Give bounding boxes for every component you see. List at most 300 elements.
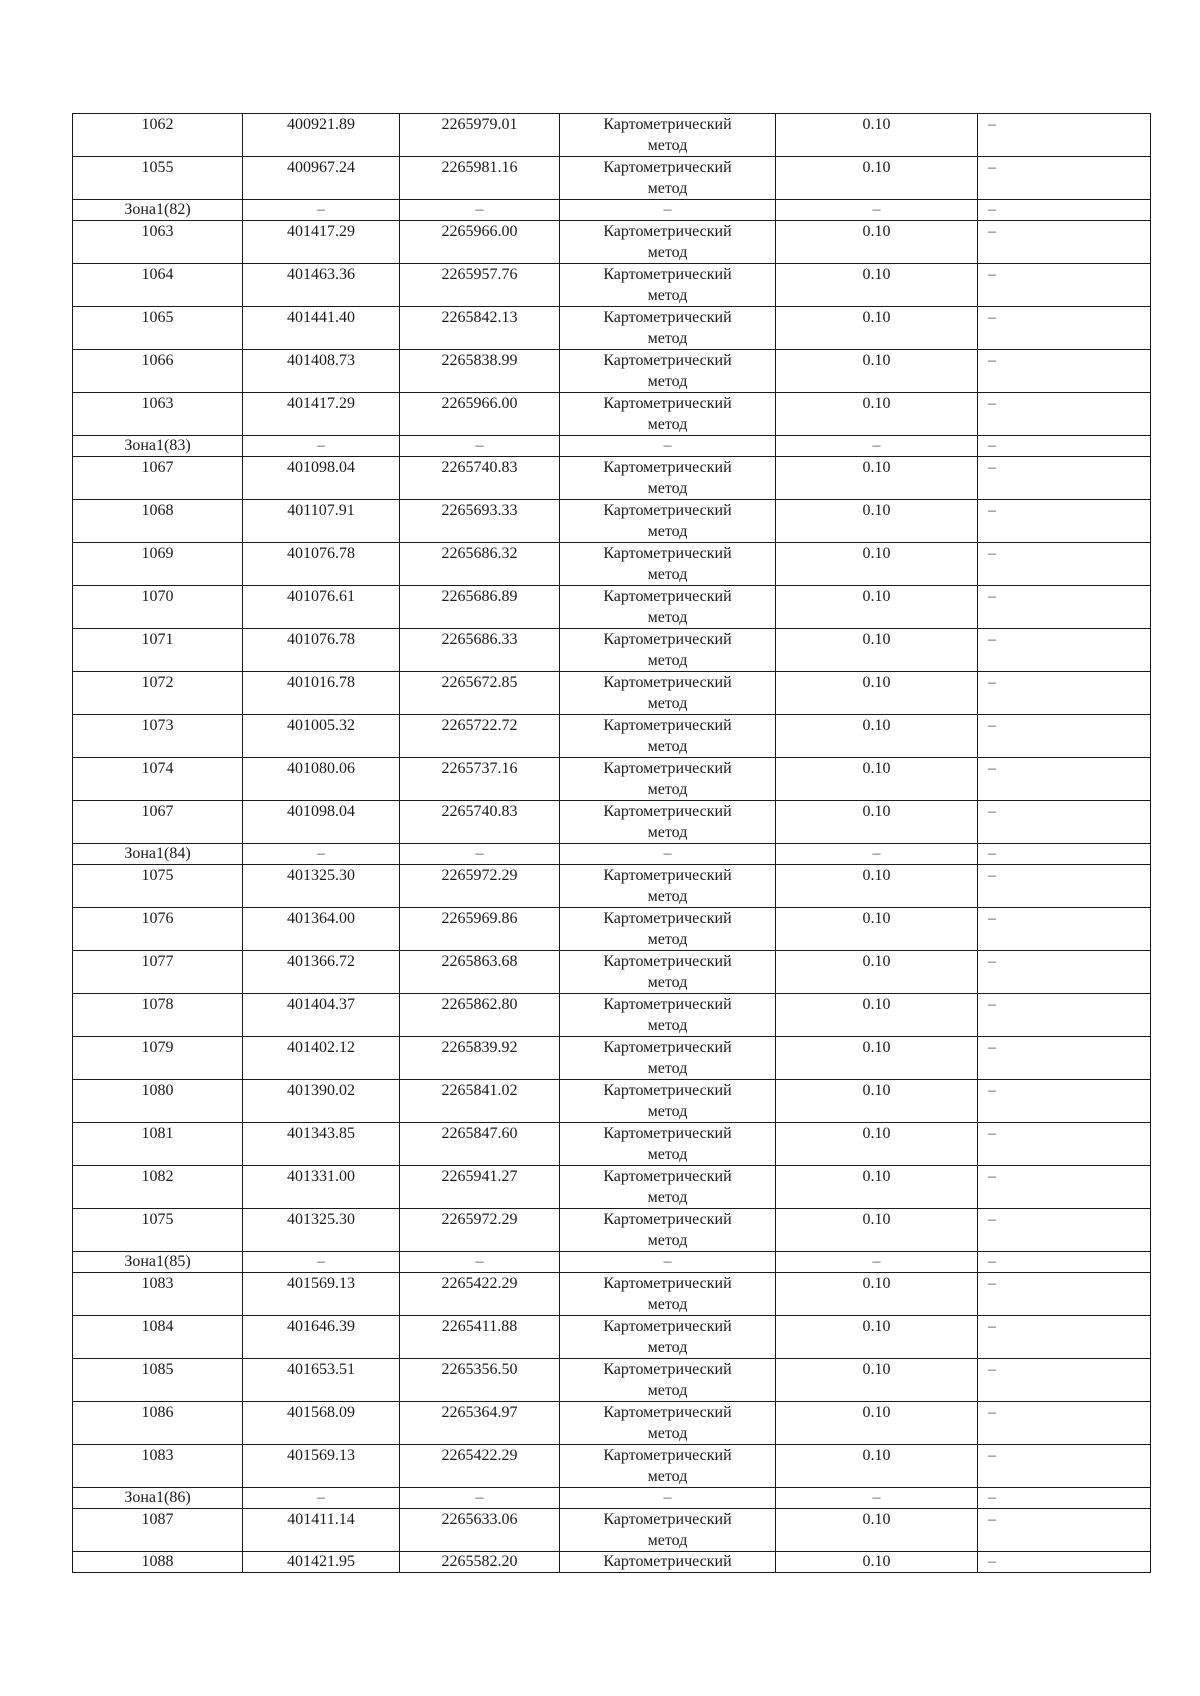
x-coordinate-cell: 401076.78: [243, 543, 400, 586]
method-text-line: Картометрический: [603, 395, 732, 412]
accuracy-cell: 0.10: [776, 629, 978, 672]
x-coordinate-cell: 401569.13: [243, 1445, 400, 1488]
method-text-line: Картометрический: [603, 1511, 732, 1528]
method-text-line: метод: [647, 1103, 688, 1120]
point-number-cell: 1084: [73, 1316, 243, 1359]
method-cell: [560, 500, 776, 543]
method-cell: [560, 865, 776, 908]
accuracy-cell: 0.10: [776, 1166, 978, 1209]
y-coordinate-cell: 2265863.68: [400, 951, 560, 994]
y-coordinate-cell: 2265693.33: [400, 500, 560, 543]
point-number-cell: 1075: [73, 865, 243, 908]
method-cell: [560, 543, 776, 586]
method-cell: [560, 586, 776, 629]
point-number-cell: Зона1(86): [73, 1488, 243, 1509]
method-cell: [560, 457, 776, 500]
method-cell: [560, 1402, 776, 1445]
y-coordinate-cell: 2265364.97: [400, 1402, 560, 1445]
method-cell: [560, 758, 776, 801]
method-cell: [560, 1209, 776, 1252]
accuracy-cell: 0.10: [776, 1209, 978, 1252]
x-coordinate-cell: 401408.73: [243, 350, 400, 393]
table-row: [73, 908, 1151, 951]
method-cell: [560, 908, 776, 951]
method-text-line: Картометрический: [603, 1125, 732, 1142]
point-number-cell: 1078: [73, 994, 243, 1037]
method-cell: [560, 1080, 776, 1123]
method-text-line: Картометрический: [603, 1275, 732, 1292]
y-coordinate-cell: 2265972.29: [400, 1209, 560, 1252]
y-coordinate-cell: 2265847.60: [400, 1123, 560, 1166]
method-cell: [560, 221, 776, 264]
point-number-cell: 1075: [73, 1209, 243, 1252]
method-text-line: метод: [647, 480, 688, 497]
y-coordinate-cell: 2265633.06: [400, 1509, 560, 1552]
y-coordinate-cell: 2265862.80: [400, 994, 560, 1037]
accuracy-cell: 0.10: [776, 1509, 978, 1552]
point-number-cell: Зона1(83): [73, 436, 243, 457]
method-cell: [560, 1166, 776, 1209]
point-number-cell: 1067: [73, 801, 243, 844]
description-cell: –: [978, 307, 1151, 350]
x-coordinate-cell: 401441.40: [243, 307, 400, 350]
table-row: [73, 1209, 1151, 1252]
point-number-cell: 1072: [73, 672, 243, 715]
zone-header-row: [73, 1252, 1151, 1273]
point-number-cell: 1081: [73, 1123, 243, 1166]
point-number-cell: 1055: [73, 157, 243, 200]
point-number-cell: 1083: [73, 1445, 243, 1488]
table-row: [73, 586, 1151, 629]
description-cell: –: [978, 457, 1151, 500]
y-coordinate-cell: 2265842.13: [400, 307, 560, 350]
y-coordinate-cell: –: [400, 844, 560, 865]
method-cell: [560, 114, 776, 157]
method-cell: [560, 1445, 776, 1488]
x-coordinate-cell: –: [243, 436, 400, 457]
description-cell: –: [978, 1252, 1151, 1273]
table-row: [73, 157, 1151, 200]
point-number-cell: 1062: [73, 114, 243, 157]
y-coordinate-cell: 2265957.76: [400, 264, 560, 307]
description-cell: –: [978, 157, 1151, 200]
description-cell: –: [978, 264, 1151, 307]
accuracy-cell: 0.10: [776, 500, 978, 543]
method-cell: –: [560, 436, 776, 457]
y-coordinate-cell: 2265737.16: [400, 758, 560, 801]
point-number-cell: 1074: [73, 758, 243, 801]
y-coordinate-cell: 2265422.29: [400, 1273, 560, 1316]
y-coordinate-cell: –: [400, 200, 560, 221]
method-text-line: Картометрический: [603, 1318, 732, 1335]
accuracy-cell: 0.10: [776, 1445, 978, 1488]
x-coordinate-cell: 401402.12: [243, 1037, 400, 1080]
table-row: [73, 951, 1151, 994]
y-coordinate-cell: –: [400, 1252, 560, 1273]
point-number-cell: 1086: [73, 1402, 243, 1445]
method-text-line: Картометрический: [603, 760, 732, 777]
method-text-line: метод: [647, 180, 688, 197]
point-number-cell: 1076: [73, 908, 243, 951]
method-cell: [560, 1316, 776, 1359]
x-coordinate-cell: 401343.85: [243, 1123, 400, 1166]
table-body: [73, 114, 1151, 1573]
accuracy-cell: 0.10: [776, 350, 978, 393]
method-cell: –: [560, 844, 776, 865]
table-row: [73, 1509, 1151, 1552]
description-cell: –: [978, 221, 1151, 264]
method-cell: [560, 1123, 776, 1166]
method-text-line: Картометрический: [603, 1082, 732, 1099]
description-cell: –: [978, 436, 1151, 457]
table-row: [73, 1273, 1151, 1316]
accuracy-cell: –: [776, 844, 978, 865]
point-number-cell: Зона1(84): [73, 844, 243, 865]
table-row: [73, 672, 1151, 715]
y-coordinate-cell: 2265981.16: [400, 157, 560, 200]
table-row: [73, 758, 1151, 801]
accuracy-cell: 0.10: [776, 1037, 978, 1080]
y-coordinate-cell: 2265838.99: [400, 350, 560, 393]
y-coordinate-cell: 2265672.85: [400, 672, 560, 715]
method-text-line: Картометрический: [603, 1168, 732, 1185]
description-cell: –: [978, 629, 1151, 672]
accuracy-cell: 0.10: [776, 1316, 978, 1359]
method-text-line: метод: [647, 888, 688, 905]
x-coordinate-cell: –: [243, 1252, 400, 1273]
description-cell: –: [978, 543, 1151, 586]
accuracy-cell: 0.10: [776, 1123, 978, 1166]
x-coordinate-cell: 401325.30: [243, 1209, 400, 1252]
method-text-line: метод: [647, 373, 688, 390]
y-coordinate-cell: 2265979.01: [400, 114, 560, 157]
method-text-line: метод: [647, 244, 688, 261]
description-cell: –: [978, 1316, 1151, 1359]
method-text-line: метод: [647, 609, 688, 626]
method-text-line: метод: [647, 1060, 688, 1077]
description-cell: –: [978, 844, 1151, 865]
table-row: [73, 350, 1151, 393]
method-cell: –: [560, 1252, 776, 1273]
method-text-line: Картометрический: [603, 910, 732, 927]
method-text-line: Картометрический: [603, 631, 732, 648]
point-number-cell: 1071: [73, 629, 243, 672]
point-number-cell: 1082: [73, 1166, 243, 1209]
x-coordinate-cell: 401076.78: [243, 629, 400, 672]
point-number-cell: 1068: [73, 500, 243, 543]
description-cell: –: [978, 1123, 1151, 1166]
point-number-cell: 1063: [73, 221, 243, 264]
method-text-line: метод: [647, 1296, 688, 1313]
table-row: [73, 264, 1151, 307]
y-coordinate-cell: 2265686.33: [400, 629, 560, 672]
table-row: [73, 801, 1151, 844]
method-text-line: Картометрический: [603, 116, 732, 133]
method-text-line: Картометрический: [603, 996, 732, 1013]
accuracy-cell: –: [776, 200, 978, 221]
table-row: [73, 1359, 1151, 1402]
point-number-cell: 1087: [73, 1509, 243, 1552]
description-cell: –: [978, 1402, 1151, 1445]
method-text-line: Картометрический: [603, 1404, 732, 1421]
x-coordinate-cell: 401404.37: [243, 994, 400, 1037]
method-text-line: метод: [647, 781, 688, 798]
point-number-cell: Зона1(85): [73, 1252, 243, 1273]
point-number-cell: 1064: [73, 264, 243, 307]
point-number-cell: 1085: [73, 1359, 243, 1402]
accuracy-cell: 0.10: [776, 543, 978, 586]
y-coordinate-cell: 2265422.29: [400, 1445, 560, 1488]
method-cell: [560, 672, 776, 715]
description-cell: –: [978, 1080, 1151, 1123]
method-text-line: Картометрический: [603, 266, 732, 283]
accuracy-cell: 0.10: [776, 801, 978, 844]
x-coordinate-cell: 401366.72: [243, 951, 400, 994]
method-cell: [560, 1037, 776, 1080]
method-text-line: метод: [647, 974, 688, 991]
accuracy-cell: 0.10: [776, 586, 978, 629]
zone-header-row: [73, 200, 1151, 221]
method-cell: [560, 629, 776, 672]
y-coordinate-cell: 2265969.86: [400, 908, 560, 951]
description-cell: –: [978, 1509, 1151, 1552]
method-text-line: метод: [647, 1189, 688, 1206]
description-cell: –: [978, 1552, 1151, 1573]
point-number-cell: 1079: [73, 1037, 243, 1080]
method-cell: [560, 994, 776, 1037]
table-row: [73, 221, 1151, 264]
table-row: [73, 457, 1151, 500]
x-coordinate-cell: 401390.02: [243, 1080, 400, 1123]
method-text-line: Картометрический: [603, 674, 732, 691]
description-cell: –: [978, 114, 1151, 157]
method-text-line: Картометрический: [603, 953, 732, 970]
y-coordinate-cell: 2265686.32: [400, 543, 560, 586]
y-coordinate-cell: 2265722.72: [400, 715, 560, 758]
method-cell: [560, 1273, 776, 1316]
method-text-line: метод: [647, 566, 688, 583]
description-cell: –: [978, 500, 1151, 543]
method-text-line: метод: [647, 416, 688, 433]
description-cell: –: [978, 350, 1151, 393]
method-text-line: метод: [647, 1468, 688, 1485]
y-coordinate-cell: 2265839.92: [400, 1037, 560, 1080]
y-coordinate-cell: 2265411.88: [400, 1316, 560, 1359]
accuracy-cell: 0.10: [776, 715, 978, 758]
description-cell: –: [978, 393, 1151, 436]
table-row: [73, 1316, 1151, 1359]
description-cell: –: [978, 908, 1151, 951]
table-row: [73, 1552, 1151, 1573]
point-number-cell: 1065: [73, 307, 243, 350]
point-number-cell: Зона1(82): [73, 200, 243, 221]
x-coordinate-cell: 401016.78: [243, 672, 400, 715]
method-text-line: метод: [647, 1232, 688, 1249]
y-coordinate-cell: 2265740.83: [400, 801, 560, 844]
x-coordinate-cell: 401421.95: [243, 1552, 400, 1573]
table-row: [73, 1402, 1151, 1445]
accuracy-cell: 0.10: [776, 1273, 978, 1316]
description-cell: –: [978, 1166, 1151, 1209]
accuracy-cell: 0.10: [776, 393, 978, 436]
x-coordinate-cell: 401364.00: [243, 908, 400, 951]
table-row: [73, 1037, 1151, 1080]
y-coordinate-cell: 2265582.20: [400, 1552, 560, 1573]
method-text-line: метод: [647, 652, 688, 669]
accuracy-cell: 0.10: [776, 1402, 978, 1445]
method-cell: [560, 350, 776, 393]
accuracy-cell: 0.10: [776, 1080, 978, 1123]
method-cell: [560, 264, 776, 307]
accuracy-cell: –: [776, 436, 978, 457]
table-row: [73, 1166, 1151, 1209]
point-number-cell: 1069: [73, 543, 243, 586]
accuracy-cell: 0.10: [776, 264, 978, 307]
point-number-cell: 1070: [73, 586, 243, 629]
accuracy-cell: 0.10: [776, 908, 978, 951]
description-cell: –: [978, 1037, 1151, 1080]
method-text-line: Картометрический: [603, 159, 732, 176]
method-text-line: метод: [647, 330, 688, 347]
y-coordinate-cell: 2265941.27: [400, 1166, 560, 1209]
table-row: [73, 1080, 1151, 1123]
point-number-cell: 1080: [73, 1080, 243, 1123]
description-cell: –: [978, 200, 1151, 221]
description-cell: –: [978, 1445, 1151, 1488]
y-coordinate-cell: –: [400, 1488, 560, 1509]
method-cell: [560, 1509, 776, 1552]
method-cell: [560, 157, 776, 200]
y-coordinate-cell: 2265972.29: [400, 865, 560, 908]
point-number-cell: 1088: [73, 1552, 243, 1573]
method-text-line: Картометрический: [603, 588, 732, 605]
x-coordinate-cell: 401569.13: [243, 1273, 400, 1316]
accuracy-cell: –: [776, 1488, 978, 1509]
zone-header-row: [73, 1488, 1151, 1509]
method-text-line: Картометрический: [603, 459, 732, 476]
x-coordinate-cell: 400921.89: [243, 114, 400, 157]
table-row: [73, 629, 1151, 672]
zone-header-row: [73, 844, 1151, 865]
description-cell: –: [978, 1488, 1151, 1509]
method-cell: [560, 1359, 776, 1402]
method-text-line: Картометрический: [603, 1361, 732, 1378]
accuracy-cell: 0.10: [776, 307, 978, 350]
table-row: [73, 307, 1151, 350]
point-number-cell: 1073: [73, 715, 243, 758]
x-coordinate-cell: –: [243, 200, 400, 221]
method-cell: –: [560, 1488, 776, 1509]
y-coordinate-cell: 2265966.00: [400, 393, 560, 436]
method-text-line: метод: [647, 1382, 688, 1399]
method-text-line: Картометрический: [603, 502, 732, 519]
method-text-line: метод: [647, 1532, 688, 1549]
description-cell: –: [978, 1273, 1151, 1316]
method-text-line: Картометрический: [603, 309, 732, 326]
method-text-line: метод: [647, 695, 688, 712]
accuracy-cell: 0.10: [776, 994, 978, 1037]
method-cell: [560, 393, 776, 436]
method-text-line: метод: [647, 523, 688, 540]
method-text-line: метод: [647, 824, 688, 841]
method-cell: [560, 715, 776, 758]
method-text-line: метод: [647, 1017, 688, 1034]
x-coordinate-cell: 401331.00: [243, 1166, 400, 1209]
accuracy-cell: –: [776, 1252, 978, 1273]
accuracy-cell: 0.10: [776, 672, 978, 715]
point-number-cell: 1066: [73, 350, 243, 393]
y-coordinate-cell: 2265356.50: [400, 1359, 560, 1402]
description-cell: –: [978, 672, 1151, 715]
y-coordinate-cell: –: [400, 436, 560, 457]
method-text-line: метод: [647, 1339, 688, 1356]
table-row: [73, 1445, 1151, 1488]
description-cell: –: [978, 758, 1151, 801]
method-cell: [560, 307, 776, 350]
description-cell: –: [978, 1359, 1151, 1402]
description-cell: –: [978, 801, 1151, 844]
description-cell: –: [978, 586, 1151, 629]
x-coordinate-cell: 401463.36: [243, 264, 400, 307]
method-text-line: метод: [647, 738, 688, 755]
accuracy-cell: 0.10: [776, 1552, 978, 1573]
x-coordinate-cell: –: [243, 1488, 400, 1509]
method-text-line: Картометрический: [603, 223, 732, 240]
point-number-cell: 1083: [73, 1273, 243, 1316]
x-coordinate-cell: 401417.29: [243, 221, 400, 264]
table-row: [73, 715, 1151, 758]
method-cell: [560, 801, 776, 844]
y-coordinate-cell: 2265740.83: [400, 457, 560, 500]
x-coordinate-cell: 401653.51: [243, 1359, 400, 1402]
x-coordinate-cell: 401076.61: [243, 586, 400, 629]
x-coordinate-cell: 401646.39: [243, 1316, 400, 1359]
method-text-line: Картометрический: [603, 867, 732, 884]
point-number-cell: 1077: [73, 951, 243, 994]
x-coordinate-cell: 401568.09: [243, 1402, 400, 1445]
method-text-line: Картометрический: [603, 545, 732, 562]
method-text-line: метод: [647, 1425, 688, 1442]
y-coordinate-cell: 2265966.00: [400, 221, 560, 264]
method-text-line: Картометрический: [603, 717, 732, 734]
x-coordinate-cell: 401098.04: [243, 801, 400, 844]
method-text-line: Картометрический: [603, 1211, 732, 1228]
table-row: [73, 393, 1151, 436]
accuracy-cell: 0.10: [776, 457, 978, 500]
method-text-line: метод: [647, 287, 688, 304]
coordinates-table: [72, 113, 1151, 1573]
method-text-line: Картометрический: [603, 1039, 732, 1056]
method-text-line: метод: [647, 137, 688, 154]
x-coordinate-cell: –: [243, 844, 400, 865]
table-row: [73, 500, 1151, 543]
accuracy-cell: 0.10: [776, 865, 978, 908]
x-coordinate-cell: 401325.30: [243, 865, 400, 908]
method-text-line: Картометрический: [603, 1447, 732, 1464]
method-text-line: метод: [647, 1146, 688, 1163]
x-coordinate-cell: 401005.32: [243, 715, 400, 758]
description-cell: –: [978, 865, 1151, 908]
table-row: [73, 865, 1151, 908]
method-cell: –: [560, 200, 776, 221]
method-cell: Картометрический: [560, 1552, 776, 1573]
accuracy-cell: 0.10: [776, 951, 978, 994]
accuracy-cell: 0.10: [776, 114, 978, 157]
x-coordinate-cell: 401080.06: [243, 758, 400, 801]
table-row: [73, 114, 1151, 157]
zone-header-row: [73, 436, 1151, 457]
x-coordinate-cell: 401098.04: [243, 457, 400, 500]
